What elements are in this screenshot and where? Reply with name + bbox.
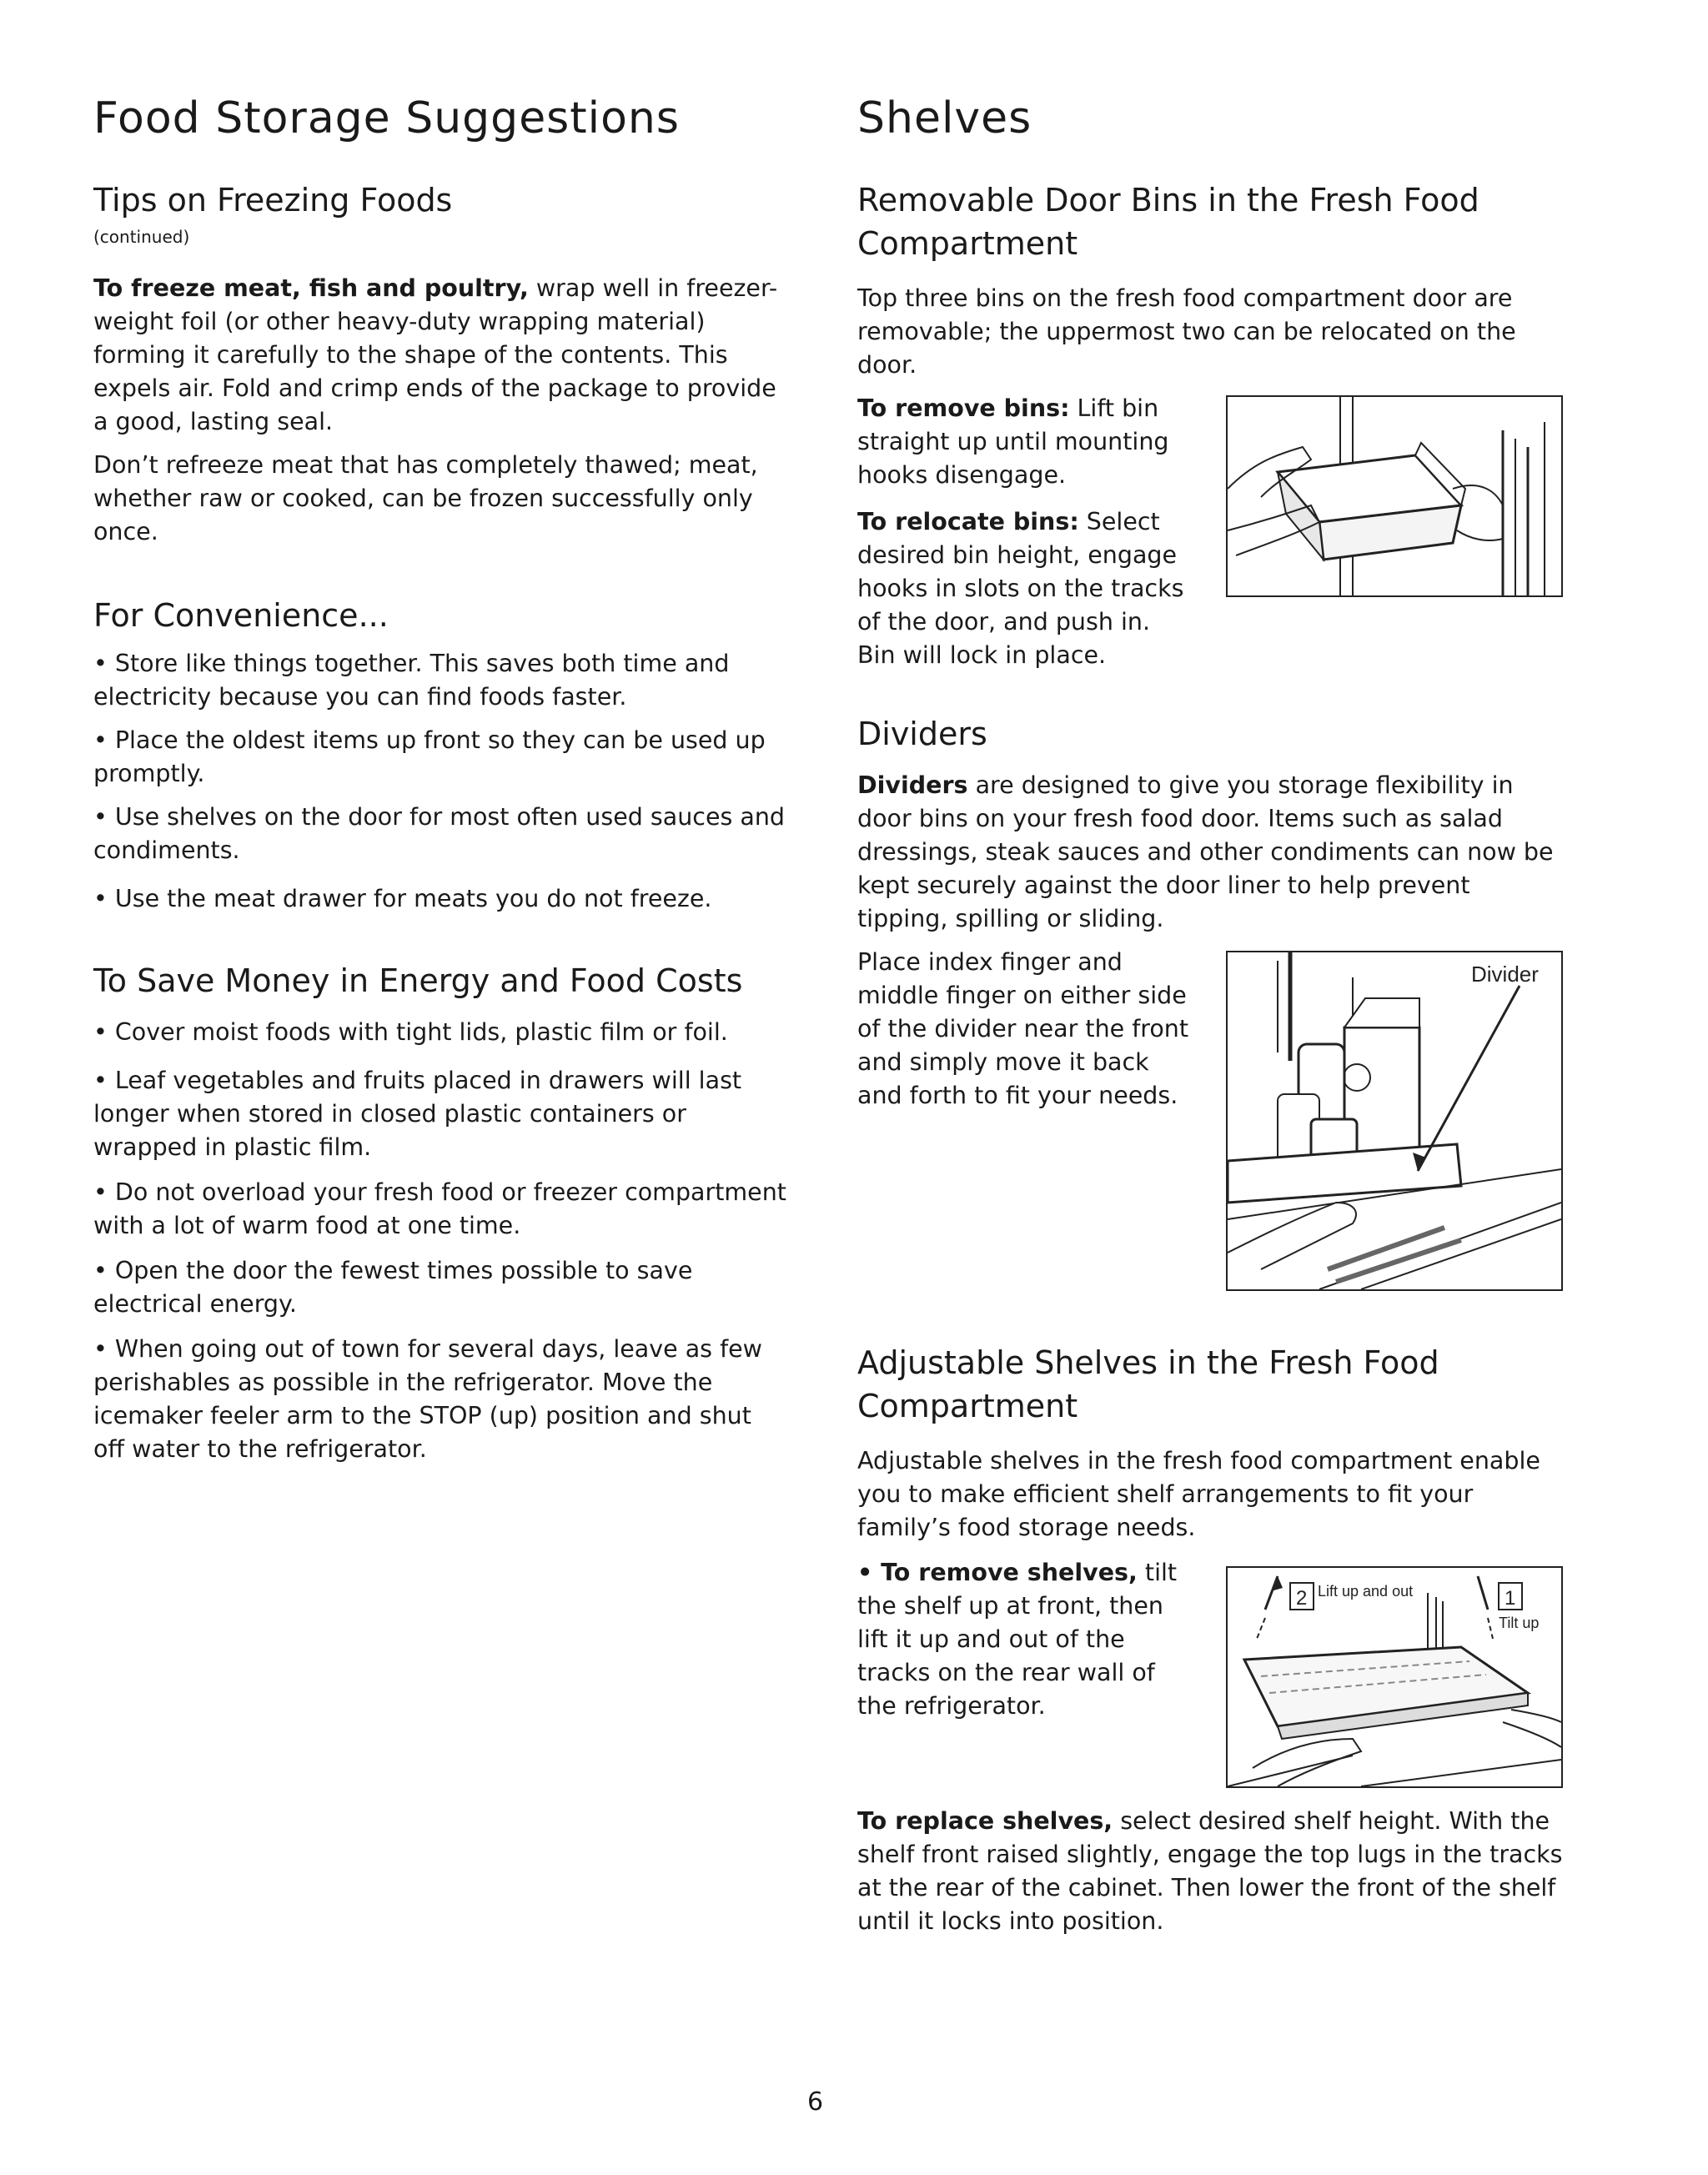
adjustable-remove-lead bbox=[857, 1559, 1138, 1586]
freezing-paragraph-2: Don’t refreeze meat that has completely thawed; meat, whether raw or cooked, can be frozen successfully only once. bbox=[93, 451, 758, 545]
heading-save-money: To Save Money in Energy and Food Costs bbox=[93, 962, 743, 999]
bins-remove-text: Lift bin straight up until mounting hooks disengage. bbox=[857, 394, 1169, 489]
page-number: 6 bbox=[807, 2087, 824, 2117]
adjustable-remove bbox=[857, 1556, 1191, 1723]
dividers-intro bbox=[857, 769, 1566, 936]
heading-door-bins: Removable Door Bins in the Fresh Food Compartment bbox=[857, 182, 1479, 262]
adjustable-replace-lead: To replace shelves, bbox=[857, 1807, 1113, 1835]
convenience-item: • Use the meat drawer for meats you do not freeze. bbox=[93, 882, 790, 916]
figure-divider bbox=[1226, 951, 1563, 1291]
dividers-lead: Dividers bbox=[857, 771, 968, 799]
energy-item: • Cover moist foods with tight lids, plastic film or foil. bbox=[93, 1016, 790, 1049]
adjustable-remove-lead-text: To remove shelves, bbox=[881, 1559, 1138, 1586]
step-1-number: 1 bbox=[1505, 1587, 1516, 1610]
energy-item: • When going out of town for several days, leave as few perishables as possible in the refrigerator. Move the icemaker feeler arm to the STOP (up) position and shut off water to the refrigerator. bbox=[93, 1333, 790, 1466]
convenience-item: • Use shelves on the door for most often used sauces and condiments. bbox=[93, 801, 790, 867]
bullet-mark: • bbox=[857, 1559, 882, 1586]
heading-convenience: For Convenience... bbox=[93, 597, 389, 634]
adjustable-replace-text: select desired shelf height. With the shelf front raised slightly, engage the top lugs in the tracks at the rear of the cabinet. Then lower the front of the shelf until it locks into position. bbox=[857, 1807, 1563, 1935]
bins-relocate-lead: To relocate bins: bbox=[857, 508, 1079, 535]
dividers-text: are designed to give you storage flexibility in door bins on your fresh food door. Items such as salad dressings, steak sauces and other condiments can now be kept securely against the door liner to help prevent tipping, spilling or sliding. bbox=[857, 771, 1554, 932]
heading-dividers: Dividers bbox=[857, 716, 987, 752]
heading-adjustable-shelves: Adjustable Shelves in the Fresh Food Compartment bbox=[857, 1344, 1439, 1424]
divider-label: Divider bbox=[1471, 962, 1539, 987]
freezing-paragraph-1 bbox=[93, 272, 790, 439]
freezing-text: wrap well in freezer-weight foil (or other heavy-duty wrapping material) forming it carefully to the shape of the contents. This expels air. Fold and crimp ends of the package to provide a good, lasting seal. bbox=[93, 274, 778, 435]
step-2-label: Lift up and out bbox=[1318, 1583, 1414, 1600]
step-2-number: 2 bbox=[1296, 1587, 1308, 1610]
bins-relocate bbox=[857, 505, 1191, 672]
dividers-instruction: Place index finger and middle finger on either side of the divider near the front and simply move it back and forth to fit your needs. bbox=[857, 948, 1189, 1109]
heading-tips-freezing: Tips on Freezing Foods bbox=[93, 182, 453, 219]
divider-illustration bbox=[1228, 952, 1561, 1289]
energy-item: • Do not overload your fresh food or freezer compartment with a lot of warm food at one time. bbox=[93, 1176, 790, 1243]
bins-relocate-text: Select desired bin height, engage hooks in slots on the tracks of the door, and push in. Bin will lock in place. bbox=[857, 508, 1184, 669]
adjustable-replace bbox=[857, 1805, 1566, 1938]
freezing-lead: To freeze meat, fish and poultry, bbox=[93, 274, 529, 302]
figure-door-bin bbox=[1226, 395, 1563, 597]
page-title-food-storage: Food Storage Suggestions bbox=[93, 93, 680, 143]
bins-remove-lead: To remove bins: bbox=[857, 394, 1070, 422]
bins-intro: Top three bins on the fresh food compartment door are removable; the uppermost two can be relocated on the door. bbox=[857, 284, 1516, 379]
adjustable-intro: Adjustable shelves in the fresh food compartment enable you to make efficient shelf arrangements to fit your family’s food storage needs. bbox=[857, 1447, 1540, 1541]
figure-shelf bbox=[1226, 1566, 1563, 1788]
energy-item: • Open the door the fewest times possible to save electrical energy. bbox=[93, 1254, 790, 1321]
adjustable-remove-text: tilt the shelf up at front, then lift it up and out of the tracks on the rear wall of the refrigerator. bbox=[857, 1559, 1178, 1720]
shelf-illustration bbox=[1228, 1568, 1561, 1786]
convenience-item: • Place the oldest items up front so they can be used up promptly. bbox=[93, 724, 790, 791]
continued-note: (continued) bbox=[93, 227, 190, 247]
step-1-label: Tilt up bbox=[1499, 1615, 1540, 1631]
door-bin-illustration bbox=[1228, 397, 1561, 595]
bins-remove bbox=[857, 392, 1191, 492]
convenience-item: • Store like things together. This saves both time and electricity because you can find foods faster. bbox=[93, 647, 790, 714]
page-title-shelves: Shelves bbox=[857, 93, 1032, 143]
energy-item: • Leaf vegetables and fruits placed in drawers will last longer when stored in closed plastic containers or wrapped in plastic film. bbox=[93, 1064, 790, 1164]
